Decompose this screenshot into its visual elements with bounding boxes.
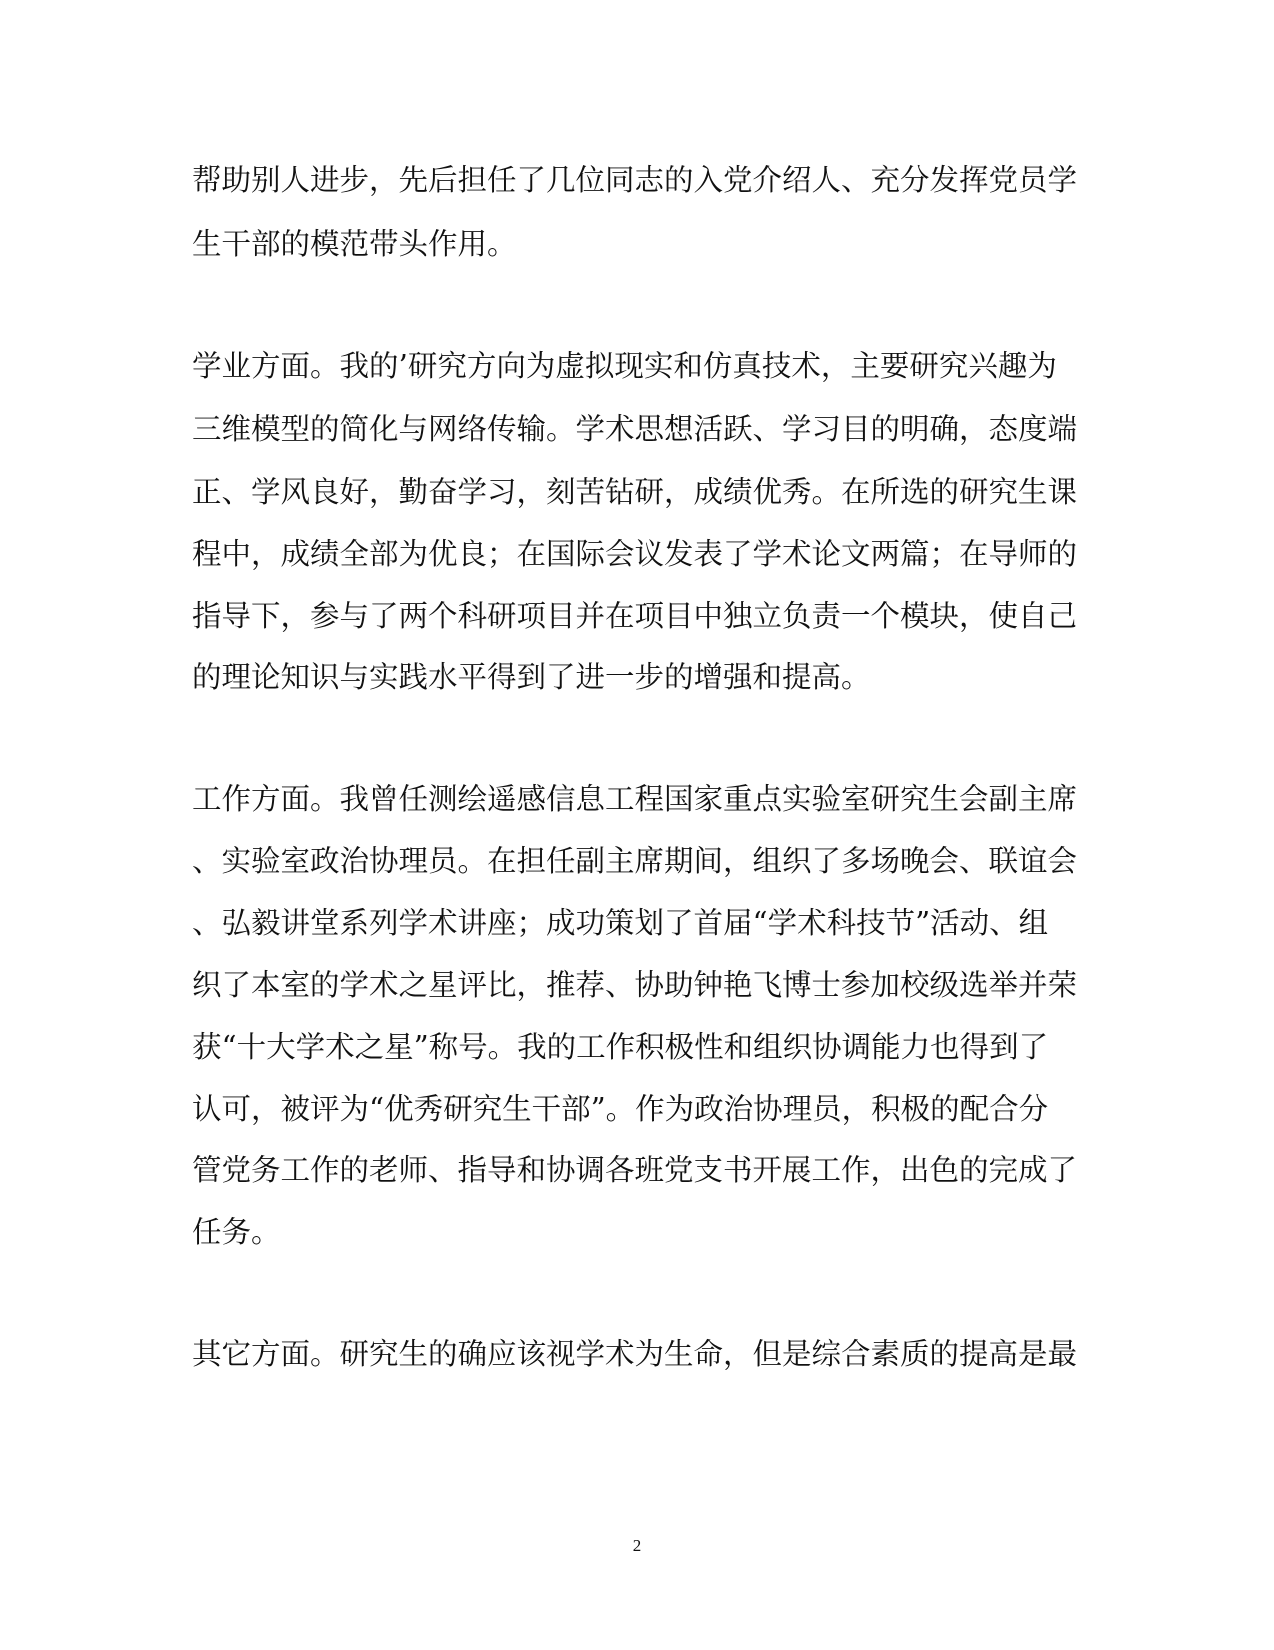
paragraph-3-line-5: 获“十大学术之星”称号。我的工作积极性和组织协调能力也得到了 (192, 1030, 1049, 1064)
paragraph-2-line-6: 的理论知识与实践水平得到了进一步的增强和提高。 (192, 660, 871, 694)
paragraph-2-line-2: 三维模型的简化与网络传输。学术思想活跃、学习目的明确，态度端 (192, 412, 1078, 446)
paragraph-2-line-4: 程中，成绩全部为优良；在国际会议发表了学术论文两篇；在导师的 (192, 537, 1078, 571)
paragraph-1-line-1: 帮助别人进步，先后担任了几位同志的入党介绍人、充分发挥党员学 (192, 163, 1078, 197)
paragraph-3-line-4: 织了本室的学术之星评比，推荐、协助钟艳飞博士参加校级选举并荣 (192, 968, 1078, 1002)
paragraph-3-line-3: 、弘毅讲堂系列学术讲座；成功策划了首届“学术科技节”活动、组 (192, 906, 1049, 940)
paragraph-3-line-1: 工作方面。我曾任测绘遥感信息工程国家重点实验室研究生会副主席 (192, 782, 1078, 816)
paragraph-3-line-6: 认可，被评为“优秀研究生干部”。作为政治协理员，积极的配合分 (192, 1092, 1049, 1126)
page-number: 2 (632, 1536, 642, 1555)
paragraph-2-line-1: 学业方面。我的’研究方向为虚拟现实和仿真技术，主要研究兴趣为 (192, 349, 1057, 383)
paragraph-3-line-7: 管党务工作的老师、指导和协调各班党支书开展工作，出色的完成了 (192, 1153, 1078, 1187)
paragraph-3-line-8: 任务。 (192, 1215, 281, 1249)
paragraph-3-line-2: 、实验室政治协理员。在担任副主席期间，组织了多场晚会、联谊会 (192, 844, 1078, 878)
paragraph-1-line-2: 生干部的模范带头作用。 (192, 227, 517, 261)
paragraph-2-line-5: 指导下，参与了两个科研项目并在项目中独立负责一个模块，使自己 (192, 599, 1078, 633)
paragraph-4-line-1: 其它方面。研究生的确应该视学术为生命，但是综合素质的提高是最 (192, 1337, 1078, 1371)
paragraph-2-line-3: 正、学风良好，勤奋学习，刻苦钻研，成绩优秀。在所选的研究生课 (192, 475, 1078, 509)
